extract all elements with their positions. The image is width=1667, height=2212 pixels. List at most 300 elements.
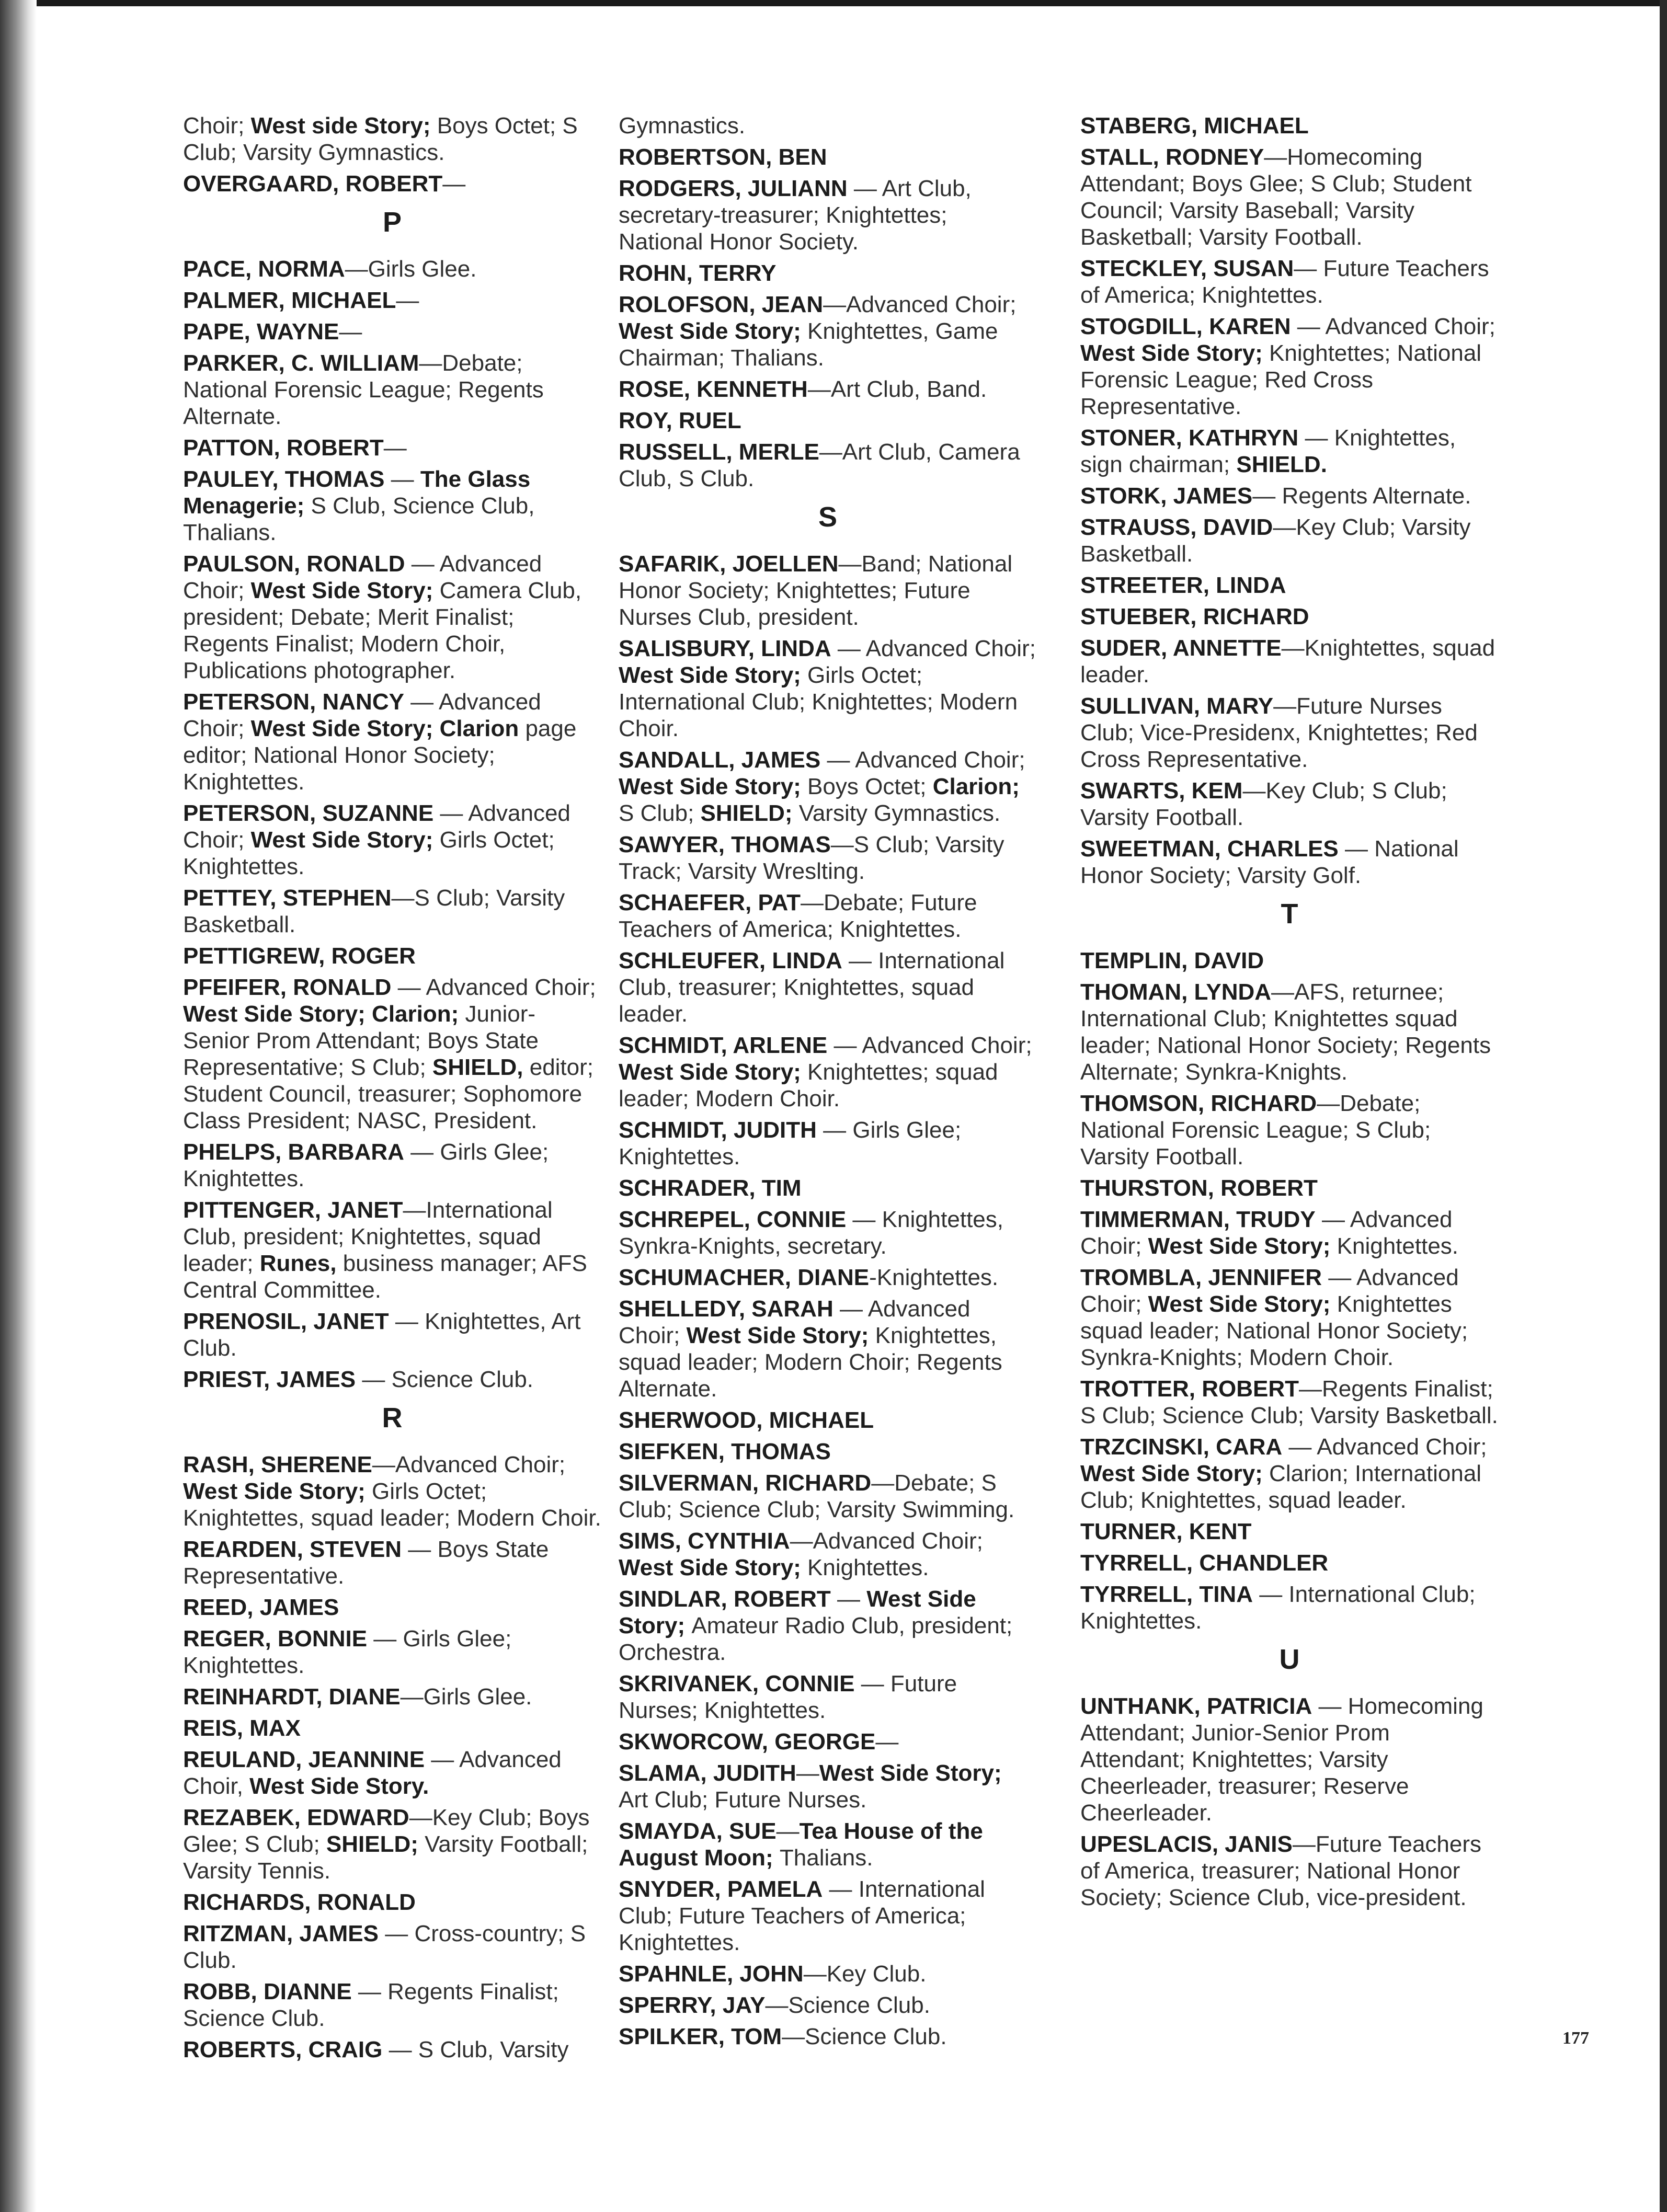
- activity-text: Knightettes.: [1337, 1233, 1459, 1259]
- student-name: THURSTON, ROBERT: [1080, 1175, 1318, 1201]
- binding-shadow: [0, 0, 37, 2212]
- index-entry: [619, 1728, 1037, 1755]
- index-entry: [183, 1366, 601, 1393]
- activity-text: — Future Nurses; Knightettes.: [619, 1671, 957, 1723]
- bold-activity: West Side Story;: [619, 1059, 808, 1085]
- activity-text: Varsity Gymnastics.: [798, 800, 1001, 826]
- activity-text: Choir;: [183, 113, 251, 139]
- activity-text: Girls Octet; Knightettes, squad leader; Modern Choir.: [183, 1479, 601, 1531]
- student-name: ROY, RUEL: [619, 408, 741, 433]
- activity-text: —S Club; Varsity Basketball.: [183, 885, 565, 937]
- activity-text: — Science Club.: [356, 1367, 534, 1392]
- index-entry: [619, 439, 1037, 492]
- index-entry: [619, 1264, 1037, 1291]
- index-entry: [619, 144, 1037, 170]
- activity-text: — Advanced Choir;: [391, 975, 596, 1000]
- index-entry: [619, 1117, 1037, 1170]
- student-name: STRAUSS, DAVID: [1080, 514, 1273, 540]
- student-name: TURNER, KENT: [1080, 1519, 1252, 1544]
- activity-text: — Girls Glee; Knightettes.: [183, 1139, 549, 1191]
- activity-text: Clarion; International Club; Knightettes, squad leader.: [1080, 1461, 1482, 1513]
- index-entry: [619, 1992, 1037, 2019]
- bold-activity: West side Story;: [250, 113, 437, 139]
- index-entry: [619, 947, 1037, 1027]
- student-name: PAPE, WAYNE: [183, 319, 339, 345]
- bold-activity: SHIELD;: [326, 1831, 425, 1857]
- activity-text: — Advanced Choir;: [831, 636, 1036, 661]
- activity-text: —: [796, 1760, 819, 1786]
- student-name: SCHREPEL, CONNIE: [619, 1207, 847, 1232]
- activity-text: — Advanced Choir;: [827, 1033, 1032, 1058]
- student-name: STOGDILL, KAREN: [1080, 314, 1291, 339]
- index-entry: [619, 2023, 1037, 2050]
- activity-text: Gymnastics.: [619, 113, 746, 139]
- activity-text: — Advanced Choir,: [183, 1747, 562, 1799]
- bold-activity: West Side Story.: [249, 1773, 429, 1799]
- student-name: REED, JAMES: [183, 1595, 339, 1620]
- activity-text: —Art Club, Band.: [807, 376, 987, 402]
- section-letter: S: [818, 501, 838, 533]
- activity-text: — Advanced Choir;: [1291, 314, 1495, 339]
- index-entry: [619, 1586, 1037, 1666]
- student-name: SCHMIDT, JUDITH: [619, 1117, 817, 1143]
- activity-text: —Knightettes, squad leader.: [1080, 635, 1495, 687]
- student-name: SINDLAR, ROBERT: [619, 1586, 831, 1612]
- student-name: THOMSON, RICHARD: [1080, 1091, 1317, 1116]
- student-name: OVERGAARD, ROBERT: [183, 171, 443, 197]
- activity-text: — Advanced Choir;: [1282, 1434, 1487, 1460]
- index-entry: [183, 1594, 601, 1621]
- student-name: REINHARDT, DIANE: [183, 1684, 401, 1710]
- student-name: PACE, NORMA: [183, 256, 345, 282]
- index-entry: [619, 1296, 1037, 1402]
- index-entry: [183, 350, 601, 430]
- activity-text: — Knightettes, Art Club.: [183, 1309, 581, 1361]
- index-entry: [183, 256, 601, 282]
- index-entry: [619, 1175, 1037, 1201]
- index-entry: [1080, 1264, 1499, 1371]
- index-entry: [619, 376, 1037, 403]
- index-entry: [183, 974, 601, 1134]
- student-name: ROSE, KENNETH: [619, 376, 808, 402]
- index-entry: [1080, 1581, 1499, 1634]
- student-name: UNTHANK, PATRICIA: [1080, 1693, 1312, 1719]
- index-entry: [183, 1746, 601, 1800]
- activity-text: Varsity Football; Varsity Tennis.: [183, 1831, 588, 1884]
- index-entry: [1080, 835, 1499, 889]
- page-number: 177: [1562, 2028, 1589, 2048]
- activity-text: — Girls Glee; Knightettes.: [619, 1117, 962, 1170]
- student-name: PALMER, MICHAEL: [183, 288, 396, 313]
- activity-text: S Club;: [619, 800, 701, 826]
- student-name: STABERG, MICHAEL: [1080, 113, 1309, 139]
- student-name: SKRIVANEK, CONNIE: [619, 1671, 855, 1697]
- student-name: ROHN, TERRY: [619, 260, 777, 286]
- activity-text: —: [339, 319, 362, 345]
- index-entry: [183, 1451, 601, 1531]
- activity-text: —Debate; National Forensic League; Regents Alternate.: [183, 350, 544, 429]
- student-name: SPILKER, TOM: [619, 2024, 782, 2049]
- activity-text: — Advanced Choir;: [183, 689, 541, 741]
- activity-text: —Key Club; Boys Glee; S Club;: [183, 1805, 590, 1857]
- student-name: SCHRADER, TIM: [619, 1175, 802, 1201]
- index-entry: [1080, 1206, 1499, 1259]
- bold-activity: West Side Story;: [1080, 1461, 1270, 1486]
- index-entry: [1080, 1550, 1499, 1576]
- student-name: SHELLEDY, SARAH: [619, 1296, 834, 1322]
- page-top-edge: [0, 0, 1667, 6]
- student-name: TROTTER, ROBERT: [1080, 1376, 1299, 1402]
- bold-activity: Clarion;: [932, 774, 1020, 799]
- index-entry: [183, 287, 601, 314]
- index-entry: [1080, 483, 1499, 509]
- activity-text: — International Club; Future Teachers of America; Knightettes.: [619, 1876, 985, 1955]
- activity-text: Girls Octet; Knightettes.: [183, 827, 555, 879]
- index-entry: [619, 1818, 1037, 1871]
- index-entry: [183, 2036, 601, 2063]
- activity-text: Knightettes; National Forensic League; Red Cross Representative.: [1080, 340, 1482, 419]
- index-entry: [1080, 1831, 1499, 1911]
- activity-text: Knightettes, Game Chairman; Thalians.: [619, 318, 998, 371]
- activity-text: —Future Teachers of America, treasurer; National Honor Society; Science Club, vice-president.: [1080, 1831, 1482, 1910]
- index-entry: [619, 1528, 1037, 1581]
- activity-text: — Knightettes, sign chairman;: [1080, 425, 1456, 477]
- activity-text: Knightettes, squad leader; Modern Choir; Regents Alternate.: [619, 1323, 1002, 1402]
- activity-text: —Girls Glee.: [345, 256, 477, 282]
- index-column-2: [619, 112, 1037, 2055]
- index-entry: [619, 1206, 1037, 1259]
- activity-text: business manager; AFS Central Committee.: [183, 1251, 587, 1303]
- student-name: PAULEY, THOMAS: [183, 466, 385, 492]
- activity-text: — Advanced Choir;: [1080, 1207, 1453, 1259]
- student-name: PITTENGER, JANET: [183, 1197, 403, 1223]
- student-name: SANDALL, JAMES: [619, 747, 821, 773]
- index-entry: [619, 1407, 1037, 1434]
- activity-text: — Girls Glee; Knightettes.: [183, 1626, 512, 1678]
- index-entry: [619, 551, 1037, 631]
- index-entry: [619, 1876, 1037, 1956]
- index-entry: [183, 551, 601, 684]
- activity-text: —: [383, 435, 407, 461]
- activity-text: — Advanced Choir;: [183, 551, 542, 603]
- student-name: ROBERTSON, BEN: [619, 144, 827, 170]
- index-entry: [1080, 255, 1499, 308]
- activity-text: —: [776, 1818, 800, 1844]
- activity-text: —Debate; National Forensic League; S Club; Varsity Football.: [1080, 1091, 1431, 1170]
- bold-activity: West Side Story;: [686, 1323, 875, 1348]
- activity-text: — Regents Alternate.: [1252, 483, 1471, 509]
- index-entry: [1080, 1376, 1499, 1429]
- bold-activity: Tea House of the August Moon;: [619, 1818, 983, 1871]
- bold-activity: West Side Story;: [1080, 340, 1270, 366]
- activity-text: Art Club; Future Nurses.: [619, 1787, 867, 1813]
- index-entry: [619, 1670, 1037, 1724]
- student-name: TIMMERMAN, TRUDY: [1080, 1207, 1316, 1232]
- student-name: THOMAN, LYNDA: [1080, 979, 1272, 1005]
- student-name: REARDEN, STEVEN: [183, 1537, 402, 1562]
- bold-activity: West Side Story;: [1148, 1233, 1337, 1259]
- student-name: STUEBER, RICHARD: [1080, 604, 1309, 629]
- student-name: SILVERMAN, RICHARD: [619, 1470, 872, 1496]
- student-name: SNYDER, PAMELA: [619, 1876, 823, 1902]
- student-name: SIEFKEN, THOMAS: [619, 1439, 831, 1464]
- bold-activity: SHIELD,: [432, 1055, 530, 1080]
- index-entry: [1080, 514, 1499, 567]
- activity-text: — Homecoming Attendant; Junior-Senior Prom Attendant; Knightettes; Varsity Cheerleader, treasurer; Reserve Cheerleader.: [1080, 1693, 1483, 1826]
- student-name: REGER, BONNIE: [183, 1626, 368, 1652]
- student-name: PETERSON, SUZANNE: [183, 800, 434, 826]
- student-name: SWARTS, KEM: [1080, 778, 1243, 804]
- activity-text: — Advanced Choir;: [820, 747, 1025, 773]
- index-entry: [183, 1715, 601, 1741]
- activity-text: Boys Octet;: [807, 774, 933, 799]
- student-name: SMAYDA, SUE: [619, 1818, 777, 1844]
- activity-text: —Debate; S Club; Science Club; Varsity Swimming.: [619, 1470, 1015, 1522]
- student-name: SAFARIK, JOELLEN: [619, 551, 839, 577]
- student-name: ROBB, DIANNE: [183, 1979, 352, 2004]
- student-name: SCHLEUFER, LINDA: [619, 948, 842, 973]
- index-column-3: [1080, 112, 1499, 1916]
- activity-text: — National Honor Society; Varsity Golf.: [1080, 836, 1459, 888]
- activity-text: — Knightettes, Synkra-Knights, secretary.: [619, 1207, 1003, 1259]
- index-entry: [183, 1536, 601, 1589]
- activity-text: — S Club, Varsity: [382, 2037, 569, 2062]
- activity-text: Knightettes; squad leader; Modern Choir.: [619, 1059, 998, 1111]
- student-name: STECKLEY, SUSAN: [1080, 256, 1294, 281]
- student-name: TROMBLA, JENNIFER: [1080, 1265, 1322, 1290]
- index-entry: [183, 112, 601, 166]
- section-letter: T: [1281, 898, 1298, 930]
- student-name: SKWORCOW, GEORGE: [619, 1729, 876, 1755]
- student-name: SCHMIDT, ARLENE: [619, 1033, 828, 1058]
- activity-text: —Future Nurses Club; Vice-Presidenx, Knightettes; Red Cross Representative.: [1080, 693, 1478, 772]
- bold-activity: West Side Story;: [619, 318, 808, 344]
- student-name: SLAMA, JUDITH: [619, 1760, 796, 1786]
- activity-text: —: [384, 466, 420, 492]
- activity-text: —: [875, 1729, 899, 1755]
- student-name: PAULSON, RONALD: [183, 551, 405, 577]
- student-name: STORK, JAMES: [1080, 483, 1253, 509]
- bold-activity: West Side Story;: [183, 1479, 372, 1504]
- index-entry: [183, 1889, 601, 1916]
- student-name: ROLOFSON, JEAN: [619, 292, 824, 317]
- bold-activity: West Side Story; Clarion: [250, 716, 526, 741]
- student-name: SWEETMAN, CHARLES: [1080, 836, 1339, 862]
- bold-activity: West Side Story;: [619, 662, 808, 688]
- bold-activity: West Side Story; Clarion;: [183, 1001, 465, 1027]
- student-name: STALL, RODNEY: [1080, 144, 1264, 170]
- bold-activity: West Side Story;: [619, 1555, 808, 1580]
- student-name: PRENOSIL, JANET: [183, 1309, 389, 1334]
- index-entry: [1080, 572, 1499, 599]
- student-name: SHERWOOD, MICHAEL: [619, 1407, 874, 1433]
- index-entry: [183, 170, 601, 197]
- activity-text: — International Club; Knightettes.: [1080, 1581, 1476, 1634]
- index-entry: [1080, 777, 1499, 831]
- student-name: PARKER, C. WILLIAM: [183, 350, 419, 376]
- activity-text: — Advanced Choir;: [1080, 1265, 1459, 1317]
- index-entry: [183, 943, 601, 969]
- index-entry: [619, 1961, 1037, 1987]
- index-entry: [619, 112, 1037, 139]
- index-entry: [619, 291, 1037, 371]
- index-column-1: [183, 112, 601, 2068]
- bold-activity: West Side Story;: [250, 827, 440, 853]
- index-entry: [1080, 1175, 1499, 1201]
- activity-text: — Boys State Representative.: [183, 1537, 549, 1589]
- index-entry: [1080, 112, 1499, 139]
- activity-text: —Debate; Future Teachers of America; Knightettes.: [619, 890, 977, 942]
- student-name: SCHUMACHER, DIANE: [619, 1265, 870, 1290]
- student-name: TEMPLIN, DAVID: [1080, 948, 1264, 973]
- index-entry: [183, 1308, 601, 1361]
- index-entry: [183, 1920, 601, 1974]
- student-name: REZABEK, EDWARD: [183, 1805, 409, 1830]
- activity-text: —Regents Finalist; S Club; Science Club; Varsity Basketball.: [1080, 1376, 1498, 1428]
- student-name: SULLIVAN, MARY: [1080, 693, 1274, 719]
- bold-activity: West Side Story;: [250, 578, 440, 603]
- student-name: PRIEST, JAMES: [183, 1367, 356, 1392]
- bold-activity: SHIELD;: [700, 800, 799, 826]
- index-entry: [619, 635, 1037, 742]
- bold-activity: The Glass Menagerie;: [183, 466, 531, 519]
- page-right-edge: [1660, 0, 1667, 2212]
- index-entry: [619, 1760, 1037, 1813]
- section-letter: P: [382, 207, 402, 238]
- activity-text: — Advanced Choir;: [183, 800, 570, 853]
- index-entry: [183, 466, 601, 546]
- index-entry: [1080, 425, 1499, 478]
- activity-text: Camera Club, president; Debate; Merit Finalist; Regents Finalist; Modern Choir, Publications photographer.: [183, 578, 582, 683]
- section-letter: U: [1279, 1644, 1300, 1675]
- index-entry: [619, 175, 1037, 255]
- activity-text: Thalians.: [779, 1845, 873, 1871]
- student-name: REULAND, JEANNINE: [183, 1747, 425, 1772]
- activity-text: Amateur Radio Club, president; Orchestra.: [619, 1613, 1013, 1665]
- activity-text: — Cross-country; S Club.: [183, 1921, 586, 1973]
- activity-text: Knightettes.: [807, 1555, 929, 1580]
- index-entry: [1080, 1434, 1499, 1514]
- activity-text: —Key Club; S Club; Varsity Football.: [1080, 778, 1447, 830]
- bold-activity: West Side Story;: [619, 1586, 976, 1638]
- index-entry: [619, 260, 1037, 286]
- index-entry: [183, 885, 601, 938]
- student-name: PETTEY, STEPHEN: [183, 885, 392, 911]
- index-entry: [619, 1438, 1037, 1465]
- index-entry: [1080, 313, 1499, 420]
- student-name: STREETER, LINDA: [1080, 572, 1286, 598]
- index-entry: [183, 434, 601, 461]
- activity-text: Junior-Senior Prom Attendant; Boys State Representative; S Club;: [183, 1001, 539, 1080]
- index-entry: [183, 689, 601, 795]
- student-name: RITZMAN, JAMES: [183, 1921, 379, 1946]
- bold-activity: SHIELD.: [1236, 452, 1327, 477]
- bold-activity: Runes,: [259, 1251, 343, 1276]
- activity-text: — International Club, treasurer; Knightettes, squad leader.: [619, 948, 1005, 1027]
- student-name: SPAHNLE, JOHN: [619, 1961, 804, 1987]
- index-entry: [183, 1139, 601, 1192]
- student-name: PFEIFER, RONALD: [183, 975, 392, 1000]
- index-entry: [619, 831, 1037, 885]
- index-entry: [183, 800, 601, 880]
- activity-text: —Homecoming Attendant; Boys Glee; S Club; Student Council; Varsity Baseball; Varsity Basketball; Varsity Football.: [1080, 144, 1472, 250]
- activity-text: page editor; National Honor Society; Knightettes.: [183, 716, 577, 795]
- activity-text: —AFS, returnee; International Club; Knightettes squad leader; National Honor Society; Regents Alternate; Synkra-Knights.: [1080, 979, 1491, 1085]
- index-entry: [619, 747, 1037, 827]
- activity-text: —Art Club, Camera Club, S Club.: [619, 439, 1020, 491]
- index-entry: [619, 1032, 1037, 1112]
- activity-text: Knightettes squad leader; National Honor Society; Synkra-Knights; Modern Choir.: [1080, 1291, 1468, 1370]
- index-entry: [619, 889, 1037, 943]
- activity-text: — Advanced Choir;: [619, 1296, 970, 1348]
- student-name: REIS, MAX: [183, 1715, 301, 1741]
- index-entry: [1080, 1693, 1499, 1826]
- index-entry: [183, 1978, 601, 2032]
- activity-text: —Science Club.: [782, 2024, 947, 2049]
- student-name: TYRRELL, CHANDLER: [1080, 1550, 1329, 1576]
- activity-text: —Key Club; Varsity Basketball.: [1080, 514, 1471, 567]
- section-letter: R: [382, 1402, 403, 1434]
- index-entry: [1080, 1090, 1499, 1170]
- student-name: SALISBURY, LINDA: [619, 636, 831, 661]
- activity-text: —: [442, 171, 466, 197]
- index-entry: [1080, 603, 1499, 630]
- student-name: TYRRELL, TINA: [1080, 1581, 1253, 1607]
- index-entry: [1080, 947, 1499, 974]
- activity-text: — Future Teachers of America; Knightettes.: [1080, 256, 1489, 308]
- activity-text: Girls Octet; International Club; Knightettes; Modern Choir.: [619, 662, 1018, 741]
- activity-text: —Band; National Honor Society; Knightettes; Future Nurses Club, president.: [619, 551, 1013, 630]
- index-entry: [1080, 144, 1499, 250]
- index-entry: [183, 1683, 601, 1710]
- index-entry: [1080, 1518, 1499, 1545]
- activity-text: —International Club, president; Knightettes, squad leader;: [183, 1197, 553, 1276]
- student-name: PETTIGREW, ROGER: [183, 943, 416, 969]
- index-entry: [183, 318, 601, 345]
- student-name: STONER, KATHRYN: [1080, 425, 1299, 451]
- index-entry: [183, 1804, 601, 1884]
- student-name: SUDER, ANNETTE: [1080, 635, 1282, 661]
- student-name: SCHAEFER, PAT: [619, 890, 801, 915]
- activity-text: editor; Student Council, treasurer; Sophomore Class President; NASC, President.: [183, 1055, 594, 1133]
- student-name: SAWYER, THOMAS: [619, 832, 831, 857]
- index-entry: [619, 407, 1037, 434]
- student-name: PATTON, ROBERT: [183, 435, 384, 461]
- activity-text: —Advanced Choir;: [790, 1528, 983, 1554]
- activity-text: —Advanced Choir;: [372, 1452, 566, 1477]
- student-name: UPESLACIS, JANIS: [1080, 1831, 1293, 1857]
- student-name: RASH, SHERENE: [183, 1452, 372, 1477]
- activity-text: Boys Octet; S Club; Varsity Gymnastics.: [183, 113, 578, 165]
- bold-activity: West Side Story;: [1148, 1291, 1337, 1317]
- index-entry: [183, 1625, 601, 1679]
- activity-text: — Regents Finalist; Science Club.: [183, 1979, 559, 2031]
- activity-text: —: [830, 1586, 867, 1612]
- student-name: SIMS, CYNTHIA: [619, 1528, 790, 1554]
- activity-text: S Club, Science Club, Thalians.: [183, 493, 535, 545]
- index-entry: [183, 1197, 601, 1303]
- activity-text: —Science Club.: [765, 1992, 930, 2018]
- activity-text: —Girls Glee.: [400, 1684, 532, 1710]
- activity-text: -Knightettes.: [869, 1265, 999, 1290]
- student-name: RODGERS, JULIANN: [619, 176, 848, 201]
- index-entry: [1080, 979, 1499, 1085]
- bold-activity: West Side Story;: [819, 1760, 1002, 1786]
- student-name: SPERRY, JAY: [619, 1992, 766, 2018]
- activity-text: —: [396, 288, 419, 313]
- student-name: PETERSON, NANCY: [183, 689, 404, 715]
- student-name: ROBERTS, CRAIG: [183, 2037, 383, 2062]
